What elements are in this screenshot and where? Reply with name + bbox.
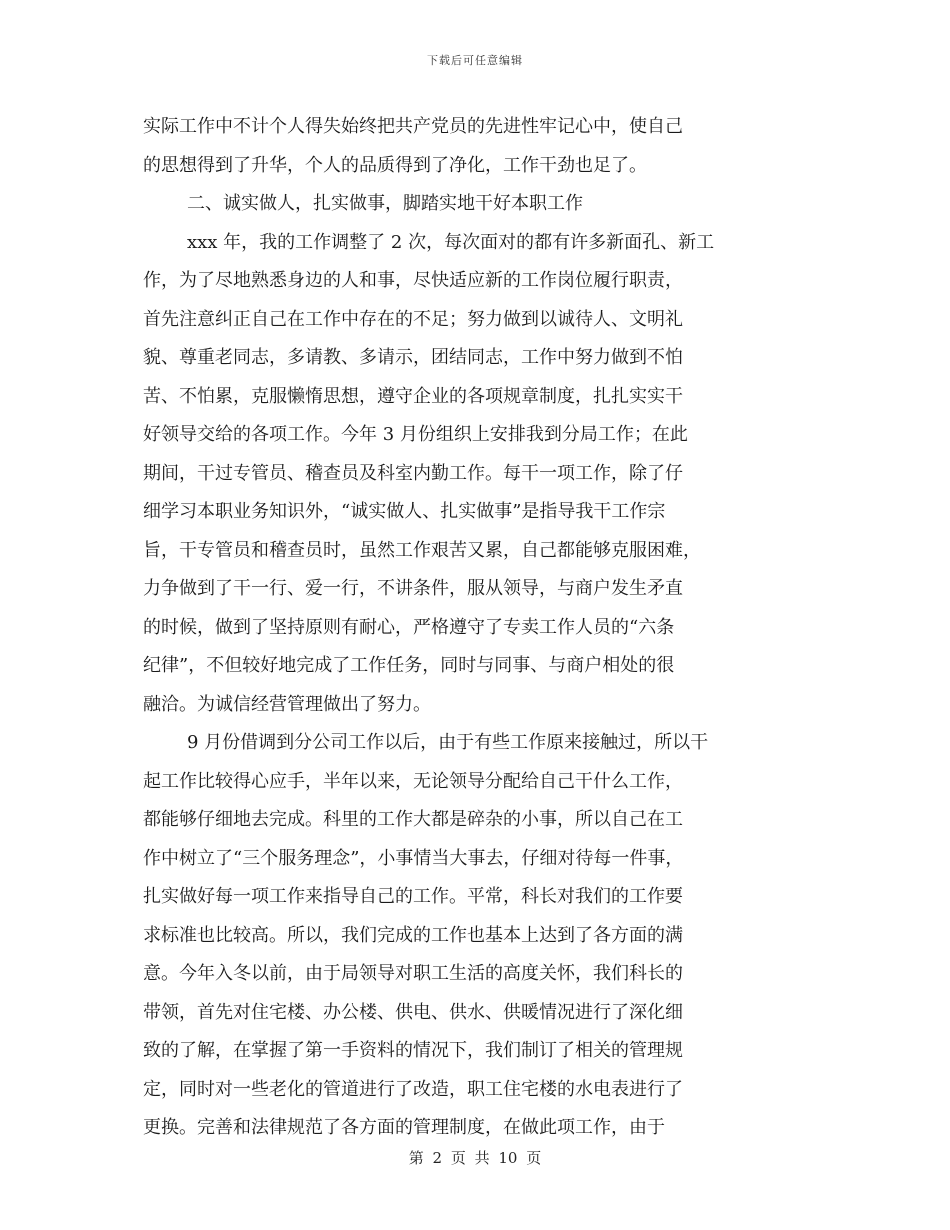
body-line: 致的了解，在掌握了第一手资料的情况下，我们制订了相关的管理规 (143, 1040, 683, 1061)
document-body (143, 108, 809, 1148)
body-line: 作中树立了“三个服务理念”，小事情当大事去，仔细对待每一件事， (143, 847, 684, 869)
body-line: 求标准也比较高。所以，我们完成的工作也基本上达到了各方面的满 (143, 924, 683, 946)
page-header-note: 下载后可任意编辑 (427, 54, 523, 67)
body-line: 期间，干过专管员、稽查员及科室内勤工作。每干一项工作，除了仔 (143, 462, 683, 484)
body-line: 意。今年入冬以前，由于局领导对职工生活的高度关怀，我们科长的 (143, 963, 683, 984)
body-line: 带领，首先对住宅楼、办公楼、供电、供水、供暖情况进行了深化细 (143, 1001, 683, 1023)
page-number: 第 2 页 共 10 页 (408, 1149, 542, 1167)
body-line: xxx 年，我的工作调整了 2 次，每次面对的都有许多新面孔、新工 (187, 231, 715, 253)
body-line: 融洽。为诚信经营管理做出了努力。 (143, 693, 431, 715)
body-line: 纪律”，不但较好地完成了工作任务，同时与同事、与商户相处的很 (143, 655, 675, 676)
body-line: 扎实做好每一项工作来指导自己的工作。平常，科长对我们的工作要 (143, 886, 683, 907)
body-line: 作，为了尽地熟悉身边的人和事，尽快适应新的工作岗位履行职责， (143, 270, 683, 291)
body-line: 定，同时对一些老化的管道进行了改造，职工住宅楼的水电表进行了 (143, 1078, 683, 1100)
body-line: 都能够仔细地去完成。科里的工作大都是碎杂的小事，所以自己在工 (143, 809, 683, 830)
body-line: 起工作比较得心应手，半年以来，无论领导分配给自己干什么工作， (143, 770, 683, 792)
body-line: 的思想得到了升华，个人的品质得到了净化，工作干劲也足了。 (143, 154, 647, 176)
body-line: 旨，干专管员和稽查员时，虽然工作艰苦又累，自己都能够克服困难， (143, 539, 701, 561)
body-line: 苦、不怕累，克服懒惰思想，遵守企业的各项规章制度，扎扎实实干 (143, 385, 683, 407)
body-line: 的时候，做到了坚持原则有耐心，严格遵守了专卖工作人员的“六条 (143, 616, 675, 638)
body-line: 首先注意纠正自己在工作中存在的不足；努力做到以诚待人、文明礼 (143, 308, 683, 330)
section-heading: 二、诚实做人，扎实做事，脚踏实地干好本职工作 (187, 193, 583, 214)
body-line: 9 月份借调到分公司工作以后，由于有些工作原来接触过，所以干 (187, 732, 709, 753)
body-line: 实际工作中不计个人得失始终把共产党员的先进性牢记心中，使自己 (143, 116, 683, 137)
body-line: 更换。完善和法律规范了各方面的管理制度，在做此项工作，由于 (143, 1117, 665, 1138)
body-line: 力争做到了干一行、爱一行，不讲条件，服从领导，与商户发生矛直 (143, 578, 683, 599)
body-line: 貌、尊重老同志，多请教、多请示，团结同志，工作中努力做到不怕 (143, 347, 683, 368)
body-line: 细学习本职业务知识外，“诚实做人、扎实做事”是指导我干工作宗 (143, 501, 666, 522)
body-line: 好领导交给的各项工作。今年 3 月份组织上安排我到分局工作；在此 (143, 424, 688, 445)
